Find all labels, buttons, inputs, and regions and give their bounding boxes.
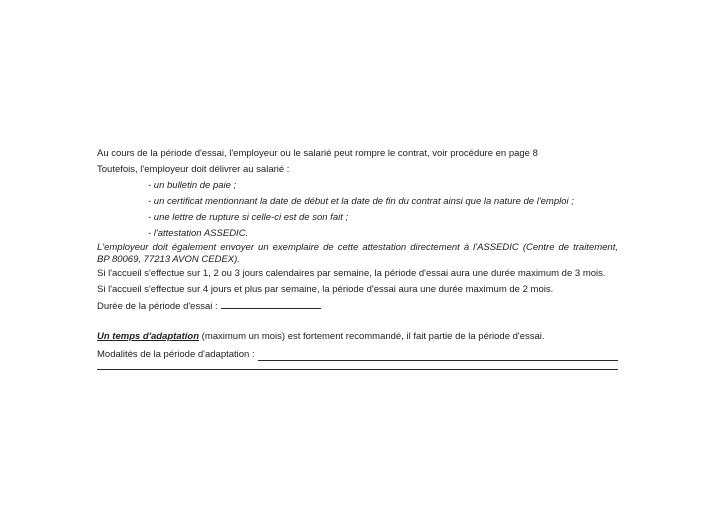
field-modalites-blank-line bbox=[258, 347, 618, 361]
adaptation-rest-text: (maximum un mois) est fortement recommandé, il fait partie de la période d'essai. bbox=[199, 331, 545, 342]
list-item-certificat: - un certificat mentionnant la date de début et la date de fin du contrat ainsi que la nature de l'emploi ; bbox=[148, 196, 574, 207]
paragraph-rule-2-mois: Si l'accueil s'effectue sur 4 jours et plus par semaine, la période d'essai aura une durée maximum de 2 mois. bbox=[97, 284, 554, 295]
paragraph-rule-3-mois: Si l'accueil s'effectue sur 1, 2 ou 3 jours calendaires par semaine, la période d'essai aura une durée maximum de 3 mois. bbox=[97, 268, 606, 279]
field-duree-blank-line bbox=[221, 298, 321, 309]
employer-note-line2: BP 80069, 77213 AVON CEDEX). bbox=[97, 254, 240, 265]
paragraph-toutefois: Toutefois, l'employeur doit délivrer au salarié : bbox=[97, 164, 290, 175]
list-item-attestation-assedic: - l'attestation ASSEDIC. bbox=[148, 228, 249, 239]
field-modalites-adaptation bbox=[97, 347, 618, 363]
list-item-lettre-rupture: - une lettre de rupture si celle-ci est de son fait ; bbox=[148, 212, 349, 223]
field-modalites-label: Modalités de la période d'adaptation : bbox=[97, 349, 255, 360]
paragraph-adaptation bbox=[97, 329, 618, 345]
field-duree-essai bbox=[97, 298, 618, 315]
paragraph-intro: Au cours de la période d'essai, l'employeur ou le salarié peut rompre le contrat, voir procédure en page 8 bbox=[97, 148, 538, 159]
paragraph-employer-note bbox=[97, 242, 618, 266]
list-item-bulletin-paie: - un bulletin de paie ; bbox=[148, 180, 237, 191]
adaptation-emphasis-text: Un temps d'adaptation bbox=[97, 331, 200, 342]
employer-note-line1: L'employeur doit également envoyer un exemplaire de cette attestation directement à l'ASSEDIC (Centre de traitement, bbox=[97, 242, 618, 253]
document-content bbox=[97, 146, 618, 370]
blank-line-second-row bbox=[97, 369, 618, 370]
field-duree-label: Durée de la période d'essai : bbox=[97, 301, 218, 312]
